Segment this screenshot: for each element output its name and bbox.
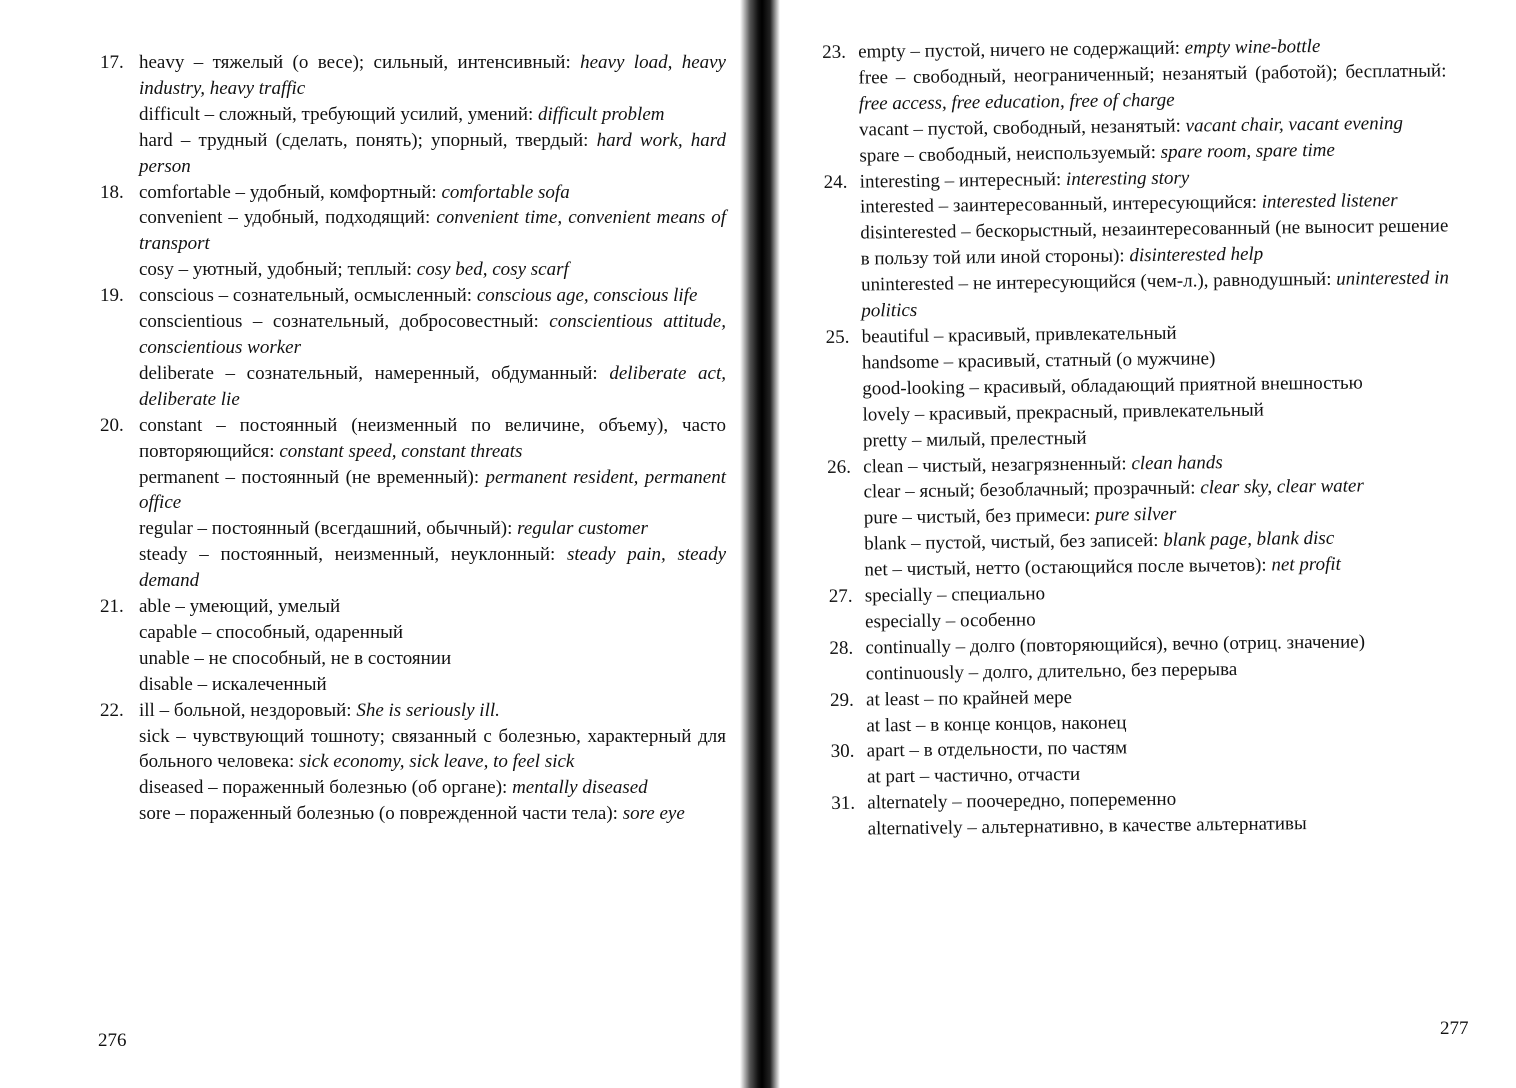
- word-definition: [139, 620, 726, 646]
- word-definition: [139, 516, 726, 542]
- definition-text: convenient – удобный, подходящий:: [139, 207, 437, 229]
- entry-number: 27.: [828, 585, 853, 607]
- definition-text: pure – чистый, без примеси:: [863, 505, 1096, 529]
- definition-text: good-looking – красивый, обладающий приятной внешностью: [862, 372, 1363, 400]
- right-page: [770, 0, 1516, 1088]
- entry-number: 22.: [100, 699, 124, 721]
- word-definition: [139, 594, 726, 620]
- definition-text: conscientious – сознательный, добросовестный:: [139, 311, 550, 333]
- word-definition: [139, 50, 726, 102]
- definition-text: alternatively – альтернативно, в качестве альтернативы: [867, 813, 1307, 840]
- entry-number: 25.: [825, 326, 850, 348]
- definition-text: disable – искалеченный: [139, 673, 327, 695]
- definition-text: able – умеющий, умелый: [139, 596, 341, 618]
- glossary-entry: [831, 784, 1456, 843]
- word-definition: [858, 58, 1447, 117]
- glossary-entry: [829, 628, 1454, 687]
- definition-text: capable – способный, одаренный: [139, 621, 404, 643]
- word-definition: [139, 775, 726, 801]
- word-definition: [139, 801, 726, 827]
- definition-text: apart – в отдельности, по частям: [866, 737, 1128, 762]
- glossary-entry: [100, 283, 726, 413]
- entry-number: 17.: [100, 52, 124, 73]
- word-definition: [139, 542, 726, 594]
- definition-text: permanent – постоянный (не временный):: [139, 466, 486, 488]
- definition-text: continuously – долго, длительно, без перерыва: [865, 658, 1238, 685]
- usage-example: free access, free education, free of charge: [858, 89, 1175, 115]
- word-definition: [139, 102, 726, 128]
- definition-text: pretty – милый, прелестный: [862, 427, 1087, 452]
- definition-text: diseased – пораженный болезнью (об органе):: [139, 777, 513, 799]
- right-page-content: [822, 32, 1456, 843]
- word-definition: [139, 309, 726, 361]
- definition-text: at least – по крайней мере: [865, 686, 1073, 711]
- usage-example: constant speed, constant threats: [279, 440, 523, 462]
- word-definition: [139, 205, 726, 257]
- definition-text: conscious – сознательный, осмысленный:: [139, 285, 477, 307]
- word-definition: [139, 698, 726, 724]
- usage-example: conscientious attitude, conscientious worker: [139, 311, 726, 358]
- definition-text: net – чистый, нетто (остающийся после вычетов):: [864, 554, 1272, 581]
- usage-example: sore eye: [622, 803, 685, 825]
- usage-example: clear sky, clear water: [1200, 475, 1364, 499]
- definition-text: free – свободный, неограниченный; незанятый (работой); бесплатный:: [858, 60, 1447, 89]
- definition-text: uninterested – не интересующийся (чем-л.), равнодушный:: [860, 268, 1337, 296]
- glossary-entry: [100, 594, 726, 698]
- definition-text: interesting – интересный:: [859, 168, 1067, 193]
- definition-text: blank – пустой, чистый, без записей:: [864, 530, 1164, 555]
- entry-number: 23.: [822, 41, 847, 63]
- glossary-entry: [829, 576, 1454, 635]
- definition-text: at last – в конце концов, наконец: [866, 711, 1127, 737]
- usage-example: net profit: [1271, 553, 1342, 576]
- usage-example: permanent resident, permanent office: [139, 466, 727, 514]
- usage-example: clean hands: [1131, 451, 1223, 474]
- definition-text: difficult – сложный, требующий усилий, умений:: [139, 103, 539, 125]
- entry-number: 30.: [830, 741, 855, 763]
- entry-number: 29.: [829, 689, 854, 711]
- left-page-content: [100, 50, 726, 827]
- usage-example: regular customer: [517, 518, 648, 540]
- glossary-entry: [830, 680, 1455, 739]
- definition-text: at part – частично, отчасти: [866, 764, 1081, 788]
- word-definition: [139, 257, 726, 283]
- definition-text: interested – заинтересованный, интересующийся:: [859, 192, 1262, 218]
- definition-text: spare – свободный, неиспользуемый:: [859, 141, 1161, 167]
- usage-example: hard work, hard person: [139, 129, 726, 177]
- word-definition: [861, 266, 1450, 325]
- usage-example: comfortable sofa: [441, 181, 570, 203]
- word-definition: [139, 128, 726, 180]
- glossary-entry: [824, 162, 1450, 325]
- usage-example: blank page, blank disc: [1163, 527, 1335, 552]
- glossary-entry: [822, 32, 1448, 169]
- word-definition: [139, 672, 726, 698]
- glossary-entry: [827, 447, 1453, 584]
- usage-example: heavy load, heavy industry, heavy traffic: [139, 52, 726, 99]
- usage-example: vacant chair, vacant evening: [1185, 112, 1404, 137]
- entry-number: 31.: [831, 792, 856, 815]
- definition-text: hard – трудный (сделать, понять); упорный, твердый:: [139, 129, 597, 151]
- usage-example: conscious age, conscious life: [476, 285, 698, 307]
- entry-number: 28.: [829, 637, 854, 659]
- word-definition: [139, 283, 726, 309]
- usage-example: empty wine-bottle: [1184, 35, 1321, 59]
- usage-example: She is seriously ill.: [356, 699, 500, 721]
- definition-text: continually – долго (повторяющийся), вечно (отриц. значение): [865, 631, 1366, 659]
- entry-number: 26.: [827, 456, 852, 478]
- definition-text: cosy – уютный, удобный; теплый:: [139, 259, 417, 281]
- definition-text: vacant – пустой, свободный, незанятый:: [858, 115, 1186, 141]
- definition-text: handsome – красивый, статный (о мужчине): [861, 348, 1216, 374]
- entry-number: 18.: [100, 181, 124, 203]
- definition-text: especially – особенно: [864, 609, 1036, 633]
- usage-example: steady pain, steady demand: [139, 544, 727, 592]
- glossary-entry: [825, 317, 1451, 454]
- word-definition: [860, 214, 1449, 273]
- definition-text: comfortable – удобный, комфортный:: [139, 181, 442, 203]
- page-number-left: 276: [98, 1030, 127, 1051]
- word-definition: [139, 180, 726, 206]
- definition-text: clear – ясный; безоблачный; прозрачный:: [863, 477, 1201, 503]
- left-page: [0, 0, 748, 1088]
- definition-text: constant – постоянный (неизменный по величине, объему), часто повторяющийся:: [139, 414, 726, 462]
- definition-text: deliberate – сознательный, намеренный, обдуманный:: [139, 362, 610, 384]
- glossary-entry: [100, 413, 726, 594]
- entry-number: 21.: [100, 596, 124, 618]
- usage-example: cosy bed, cosy scarf: [416, 259, 569, 281]
- definition-text: unable – не способный, не в состоянии: [139, 647, 452, 669]
- usage-example: difficult problem: [538, 103, 665, 125]
- usage-example: interested listener: [1261, 190, 1398, 214]
- definition-text: sick – чувствующий тошноту; связанный с болезнью, характерный для больного человека:: [139, 725, 726, 773]
- word-definition: [139, 646, 726, 672]
- definition-text: lovely – красивый, прекрасный, привлекательный: [862, 399, 1264, 426]
- definition-text: beautiful – красивый, привлекательный: [861, 322, 1177, 348]
- word-definition: [139, 465, 726, 517]
- definition-text: clean – чистый, незагрязненный:: [863, 452, 1132, 478]
- entry-number: 24.: [823, 171, 848, 193]
- definition-text: heavy – тяжелый (о весе); сильный, интенсивный:: [139, 52, 581, 73]
- glossary-entry: [831, 732, 1456, 791]
- entry-number: 20.: [100, 414, 124, 436]
- word-definition: [139, 724, 726, 776]
- definition-text: specially – специально: [864, 583, 1046, 607]
- definition-text: steady – постоянный, неизменный, неуклонный:: [139, 544, 567, 566]
- definition-text: ill – больной, нездоровый:: [139, 699, 357, 721]
- definition-text: alternately – поочередно, попеременно: [867, 789, 1177, 814]
- glossary-entry: [100, 50, 726, 180]
- usage-example: pure silver: [1095, 504, 1177, 527]
- definition-text: disinterested – бескорыстный, незаинтересованный (не выносит решение в пользу той или иной стороны):: [860, 215, 1449, 270]
- glossary-entry: [100, 698, 726, 828]
- glossary-entry: [100, 180, 726, 284]
- usage-example: mentally diseased: [512, 777, 648, 799]
- usage-example: interesting story: [1065, 167, 1190, 190]
- definition-text: regular – постоянный (всегдашний, обычный):: [139, 518, 518, 540]
- word-definition: [139, 361, 726, 413]
- definition-text: empty – пустой, ничего не содержащий:: [858, 37, 1185, 63]
- entry-number: 19.: [100, 285, 124, 307]
- page-number-right: 277: [1440, 1018, 1469, 1039]
- usage-example: sick economy, sick leave, to feel sick: [298, 751, 575, 773]
- usage-example: uninterested in politics: [861, 267, 1450, 322]
- definition-text: sore – пораженный болезнью (о поврежденной части тела):: [139, 803, 623, 825]
- word-definition: [139, 413, 726, 465]
- usage-example: deliberate act, deliberate lie: [139, 362, 726, 410]
- usage-example: convenient time, convenient means of transport: [139, 207, 727, 255]
- usage-example: disinterested help: [1129, 243, 1264, 267]
- usage-example: spare room, spare time: [1160, 139, 1335, 163]
